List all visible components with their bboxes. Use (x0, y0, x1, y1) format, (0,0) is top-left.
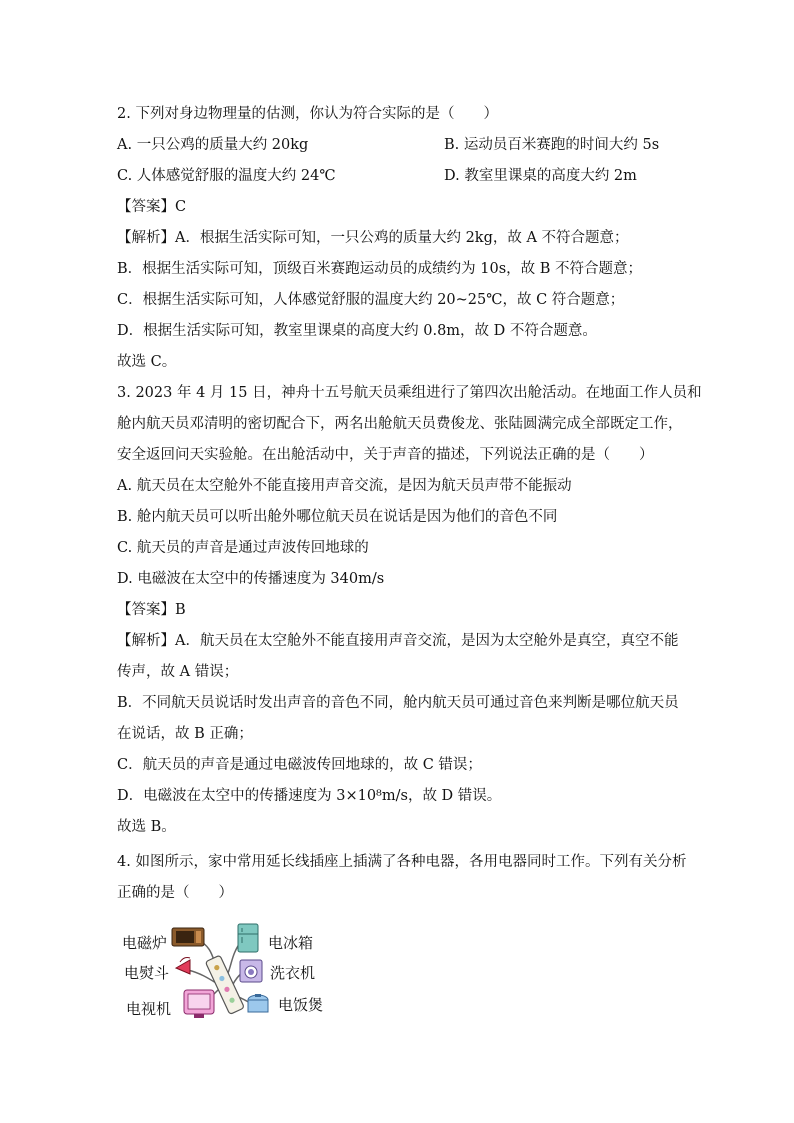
q3-answer: 【答案】B (117, 602, 186, 618)
q3-analysis-line: 传声，故 A 错误； (117, 664, 239, 680)
q2-analysis-line: D．根据生活实际可知，教室里课桌的高度大约 0.8m，故 D 不符合题意。 (117, 323, 597, 339)
q4-stem-line: 正确的是（ ） (117, 885, 233, 901)
q2-option-b: B. 运动员百米赛跑的时间大约 5s (444, 137, 660, 153)
q3-stem-line: 舱内航天员邓清明的密切配合下，两名出舱航天员费俊龙、张陆圆满完成全部既定工作， (117, 416, 683, 432)
q2-stem: 2. 下列对身边物理量的估测，你认为符合实际的是（ ） (117, 106, 498, 122)
fridge-icon (238, 924, 258, 952)
induction-cooker-icon (172, 928, 204, 946)
q2-analysis-line: B．根据生活实际可知，顶级百米赛跑运动员的成绩约为 10s，故 B 不符合题意； (117, 261, 643, 277)
q2-analysis-line: 【解析】A．根据生活实际可知，一只公鸡的质量大约 2kg，故 A 不符合题意； (117, 230, 629, 246)
label-iron: 电熨斗 (124, 964, 170, 982)
q3-option-a: A. 航天员在太空舱外不能直接用声音交流，是因为航天员声带不能振动 (117, 478, 572, 494)
label-fridge: 电冰箱 (268, 934, 314, 952)
q3-analysis-line: 【解析】A．航天员在太空舱外不能直接用声音交流，是因为太空舱外是真空，真空不能 (117, 633, 679, 649)
q3-conclusion: 故选 B。 (117, 819, 176, 835)
iron-icon (176, 958, 190, 975)
q2-conclusion: 故选 C。 (117, 354, 177, 370)
label-washing-machine: 洗衣机 (270, 964, 316, 982)
label-rice-cooker: 电饭煲 (278, 996, 324, 1014)
q4-stem-line: 4. 如图所示，家中常用延长线插座上插满了各种电器，各用电器同时工作。下列有关分析 (117, 854, 687, 870)
q2-option-d: D. 教室里课桌的高度大约 2m (444, 168, 637, 184)
q3-stem-line: 3. 2023 年 4 月 15 日，神舟十五号航天员乘组进行了第四次出舱活动。在地面工作人员和 (117, 385, 702, 401)
q2-answer: 【答案】C (117, 199, 187, 215)
label-tv: 电视机 (126, 1000, 172, 1018)
washing-machine-icon (240, 960, 262, 982)
power-strip-figure (120, 918, 340, 1028)
q3-analysis-line: C．航天员的声音是通过电磁波传回地球的，故 C 错误； (117, 757, 482, 773)
q3-analysis-line: D．电磁波在太空中的传播速度为 3×10⁸m/s，故 D 错误。 (117, 788, 502, 804)
q3-option-d: D. 电磁波在太空中的传播速度为 340m/s (117, 571, 385, 587)
q3-analysis-line: 在说话，故 B 正确； (117, 726, 253, 742)
q2-option-a: A. 一只公鸡的质量大约 20kg (117, 137, 309, 153)
tv-icon (184, 990, 214, 1018)
q3-option-b: B. 舱内航天员可以听出舱外哪位航天员在说话是因为他们的音色不同 (117, 509, 558, 525)
label-induction-cooker: 电磁炉 (122, 934, 168, 952)
q3-stem-line: 安全返回问天实验舱。在出舱活动中，关于声音的描述，下列说法正确的是（ ） (117, 447, 654, 463)
rice-cooker-icon (248, 994, 268, 1012)
q2-analysis-line: C．根据生活实际可知，人体感觉舒服的温度大约 20~25℃，故 C 符合题意； (117, 292, 625, 308)
q3-analysis-line: B．不同航天员说话时发出声音的音色不同，舱内航天员可通过音色来判断是哪位航天员 (117, 695, 679, 711)
q3-option-c: C. 航天员的声音是通过声波传回地球的 (117, 540, 369, 556)
q2-option-c: C. 人体感觉舒服的温度大约 24℃ (117, 168, 336, 184)
